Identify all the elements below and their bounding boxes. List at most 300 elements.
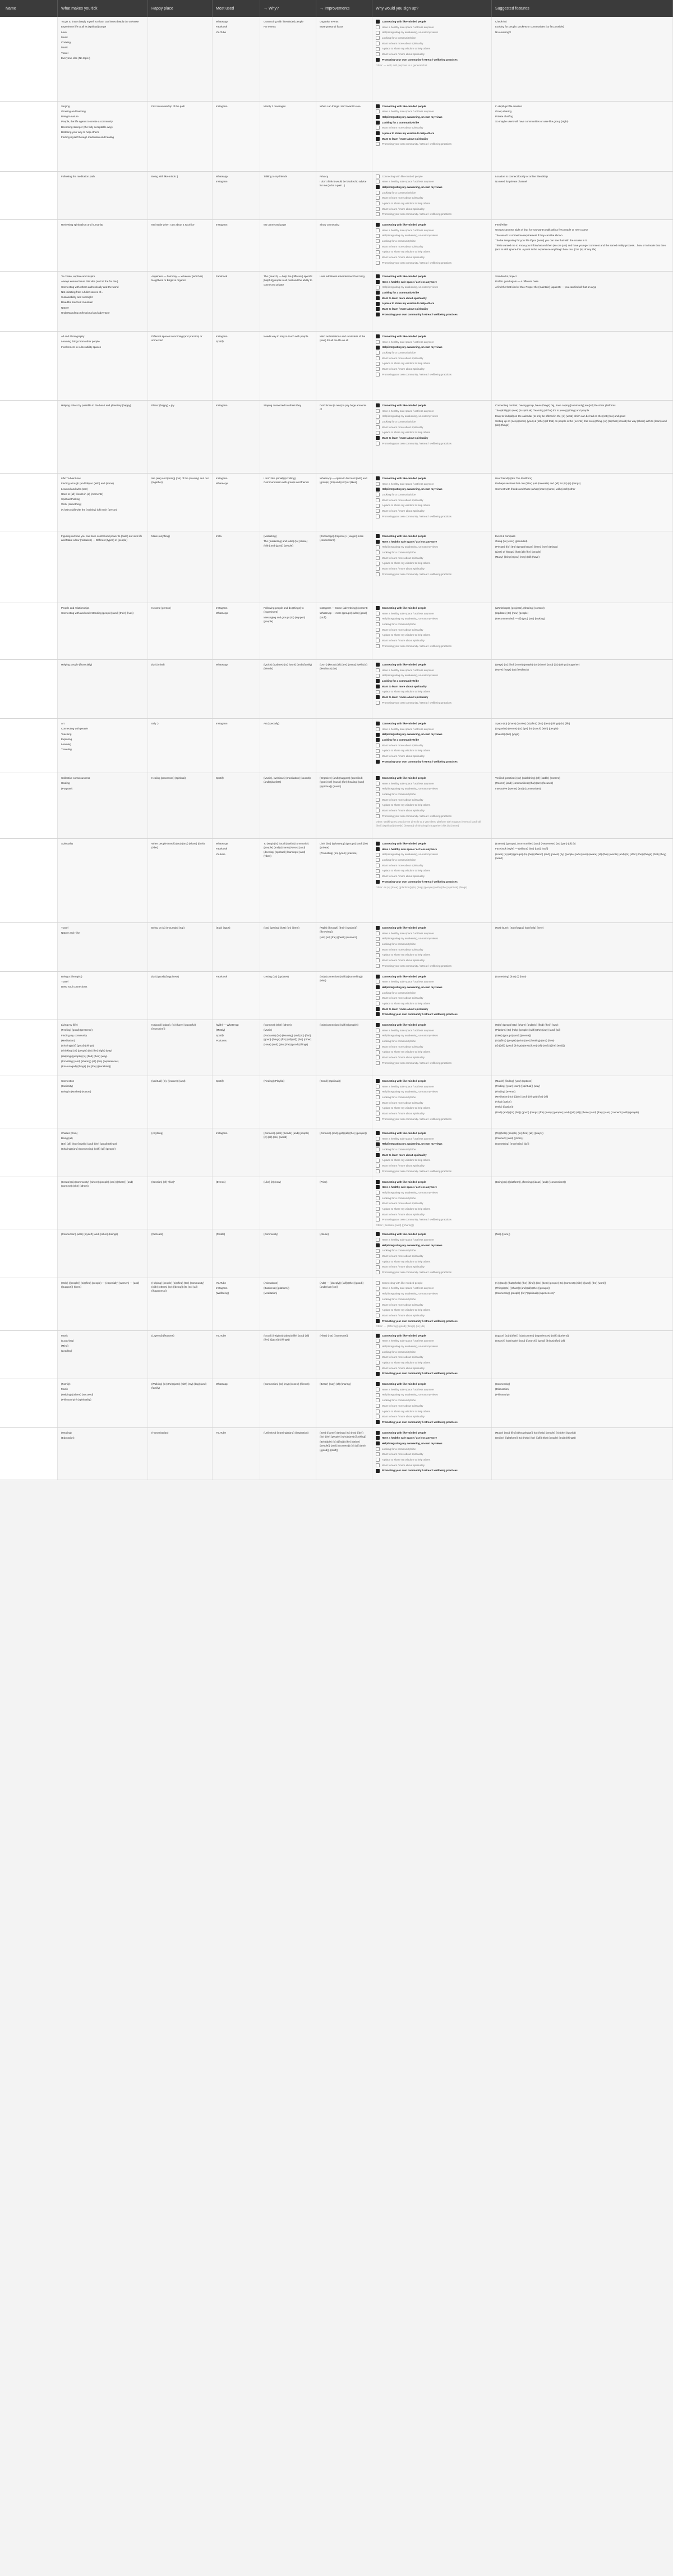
checkbox[interactable]: [376, 1350, 380, 1354]
signup-checkbox-row[interactable]: [376, 1196, 488, 1200]
cell-why[interactable]: [260, 17, 316, 101]
checkbox[interactable]: [376, 403, 380, 407]
cell-improvements[interactable]: [316, 1379, 372, 1428]
checkbox[interactable]: [376, 937, 380, 941]
checkbox[interactable]: [376, 1147, 380, 1151]
cell-improvements[interactable]: [316, 17, 372, 101]
signup-checkbox-row[interactable]: [376, 690, 488, 694]
signup-checkbox-row[interactable]: [376, 307, 488, 311]
cell-why[interactable]: [260, 401, 316, 474]
signup-checkbox-row[interactable]: [376, 1012, 488, 1016]
signup-checkbox-row[interactable]: [376, 131, 488, 135]
signup-checkbox-row[interactable]: [376, 633, 488, 637]
signup-checkbox-row[interactable]: [376, 109, 488, 113]
cell-most-used[interactable]: [213, 719, 260, 773]
signup-checkbox-row[interactable]: [376, 280, 488, 284]
checkbox[interactable]: [376, 1213, 380, 1216]
cell-happy-place[interactable]: [148, 171, 213, 220]
checkbox[interactable]: [376, 540, 380, 544]
cell-most-used[interactable]: [213, 531, 260, 603]
checkbox[interactable]: [376, 1101, 380, 1105]
col-header[interactable]: → Improvements: [316, 0, 372, 17]
cell-most-used[interactable]: [213, 660, 260, 719]
cell-suggested-features[interactable]: [492, 603, 673, 660]
cell-happy-place[interactable]: [148, 773, 213, 839]
signup-checkbox-row[interactable]: [376, 685, 488, 688]
signup-checkbox-row[interactable]: [376, 1415, 488, 1418]
cell-name[interactable]: [0, 1020, 58, 1076]
cell-happy-place[interactable]: [148, 1076, 213, 1128]
cell-why[interactable]: [260, 603, 316, 660]
cell-why[interactable]: [260, 660, 316, 719]
checkbox[interactable]: [376, 622, 380, 626]
checkbox[interactable]: [376, 1308, 380, 1312]
cell-happy-place[interactable]: [148, 603, 213, 660]
signup-checkbox-row[interactable]: [376, 1158, 488, 1162]
checkbox[interactable]: [376, 754, 380, 758]
signup-checkbox-row[interactable]: [376, 1254, 488, 1258]
checkbox[interactable]: [376, 663, 380, 667]
signup-checkbox-row[interactable]: [376, 931, 488, 935]
signup-checkbox-row[interactable]: [376, 1265, 488, 1269]
checkbox[interactable]: [376, 20, 380, 24]
signup-checkbox-row[interactable]: [376, 1361, 488, 1365]
signup-checkbox-row[interactable]: [376, 1201, 488, 1205]
signup-checkbox-row[interactable]: [376, 191, 488, 195]
checkbox[interactable]: [376, 212, 380, 216]
cell-happy-place[interactable]: [148, 474, 213, 531]
cell-happy-place[interactable]: [148, 332, 213, 401]
checkbox[interactable]: [376, 803, 380, 807]
cell-most-used[interactable]: [213, 401, 260, 474]
cell-happy-place[interactable]: [148, 719, 213, 773]
cell-improvements[interactable]: [316, 1229, 372, 1278]
signup-checkbox-row[interactable]: [376, 953, 488, 957]
cell-name[interactable]: [0, 839, 58, 923]
signup-checkbox-row[interactable]: [376, 409, 488, 413]
cell-happy-place[interactable]: [148, 1177, 213, 1229]
signup-checkbox-row[interactable]: [376, 679, 488, 683]
checkbox[interactable]: [376, 1372, 380, 1376]
cell-most-used[interactable]: [213, 1128, 260, 1177]
checkbox[interactable]: [376, 482, 380, 486]
signup-checkbox-row[interactable]: [376, 1101, 488, 1105]
checkbox[interactable]: [376, 1142, 380, 1146]
checkbox[interactable]: [376, 131, 380, 135]
cell-suggested-features[interactable]: [492, 332, 673, 401]
checkbox[interactable]: [376, 228, 380, 232]
signup-checkbox-row[interactable]: [376, 1452, 488, 1456]
signup-checkbox-row[interactable]: [376, 814, 488, 818]
cell-improvements[interactable]: [316, 220, 372, 272]
cell-happy-place[interactable]: [148, 272, 213, 332]
cell-suggested-features[interactable]: [492, 1020, 673, 1076]
checkbox[interactable]: [376, 196, 380, 200]
cell-name[interactable]: [0, 1427, 58, 1480]
checkbox[interactable]: [376, 1388, 380, 1392]
signup-checkbox-row[interactable]: [376, 803, 488, 807]
signup-checkbox-row[interactable]: [376, 858, 488, 862]
signup-checkbox-row[interactable]: [376, 964, 488, 968]
signup-checkbox-row[interactable]: [376, 673, 488, 677]
cell-suggested-features[interactable]: [492, 773, 673, 839]
cell-improvements[interactable]: [316, 1427, 372, 1480]
col-header[interactable]: Name: [0, 0, 58, 17]
signup-checkbox-row[interactable]: [376, 787, 488, 791]
checkbox[interactable]: [376, 1007, 380, 1011]
checkbox[interactable]: [376, 1232, 380, 1236]
signup-checkbox-row[interactable]: [376, 1382, 488, 1386]
signup-checkbox-row[interactable]: [376, 515, 488, 518]
cell-suggested-features[interactable]: [492, 839, 673, 923]
checkbox[interactable]: [376, 1420, 380, 1424]
cell-name[interactable]: [0, 1379, 58, 1428]
cell-name[interactable]: [0, 1229, 58, 1278]
signup-checkbox-row[interactable]: [376, 356, 488, 360]
checkbox[interactable]: [376, 567, 380, 571]
cell-suggested-features[interactable]: [492, 220, 673, 272]
checkbox[interactable]: [376, 958, 380, 962]
signup-checkbox-row[interactable]: [376, 540, 488, 544]
checkbox[interactable]: [376, 1339, 380, 1343]
cell-name[interactable]: [0, 101, 58, 171]
cell-makes-you-tick[interactable]: [58, 719, 148, 773]
checkbox[interactable]: [376, 1112, 380, 1115]
cell-most-used[interactable]: [213, 1229, 260, 1278]
checkbox[interactable]: [376, 864, 380, 867]
checkbox[interactable]: [376, 121, 380, 125]
signup-checkbox-row[interactable]: [376, 668, 488, 672]
signup-checkbox-row[interactable]: [376, 442, 488, 446]
signup-checkbox-row[interactable]: [376, 743, 488, 747]
cell-improvements[interactable]: [316, 401, 372, 474]
checkbox[interactable]: [376, 36, 380, 40]
signup-checkbox-row[interactable]: [376, 874, 488, 878]
checkbox[interactable]: [376, 52, 380, 56]
checkbox[interactable]: [376, 1314, 380, 1317]
checkbox[interactable]: [376, 1153, 380, 1157]
checkbox[interactable]: [376, 1243, 380, 1247]
cell-happy-place[interactable]: [148, 220, 213, 272]
cell-suggested-features[interactable]: [492, 719, 673, 773]
signup-checkbox-row[interactable]: [376, 212, 488, 216]
cell-name[interactable]: [0, 660, 58, 719]
cell-why[interactable]: [260, 1177, 316, 1229]
checkbox[interactable]: [376, 420, 380, 424]
signup-checkbox-row[interactable]: [376, 1061, 488, 1065]
cell-makes-you-tick[interactable]: [58, 17, 148, 101]
checkbox[interactable]: [376, 115, 380, 119]
checkbox[interactable]: [376, 1260, 380, 1264]
checkbox[interactable]: [376, 628, 380, 632]
signup-checkbox-row[interactable]: [376, 1191, 488, 1195]
checkbox[interactable]: [376, 104, 380, 108]
signup-checkbox-row[interactable]: [376, 1028, 488, 1032]
cell-why[interactable]: [260, 531, 316, 603]
checkbox[interactable]: [376, 302, 380, 306]
checkbox[interactable]: [376, 1270, 380, 1274]
checkbox[interactable]: [376, 853, 380, 857]
checkbox[interactable]: [376, 1169, 380, 1173]
cell-why[interactable]: [260, 1020, 316, 1076]
signup-checkbox-row[interactable]: [376, 420, 488, 424]
signup-checkbox-row[interactable]: [376, 180, 488, 183]
checkbox[interactable]: [376, 964, 380, 968]
signup-checkbox-row[interactable]: [376, 414, 488, 418]
signup-checkbox-row[interactable]: [376, 1238, 488, 1242]
signup-checkbox-row[interactable]: [376, 1185, 488, 1189]
cell-why[interactable]: [260, 1278, 316, 1330]
signup-checkbox-row[interactable]: [376, 1319, 488, 1323]
signup-checkbox-row[interactable]: [376, 1039, 488, 1043]
checkbox[interactable]: [376, 1164, 380, 1168]
checkbox[interactable]: [376, 137, 380, 141]
checkbox[interactable]: [376, 1196, 380, 1200]
checkbox[interactable]: [376, 685, 380, 688]
cell-improvements[interactable]: [316, 272, 372, 332]
signup-checkbox-row[interactable]: [376, 255, 488, 259]
checkbox[interactable]: [376, 1436, 380, 1440]
cell-happy-place[interactable]: [148, 101, 213, 171]
signup-checkbox-row[interactable]: [376, 36, 488, 40]
checkbox[interactable]: [376, 1393, 380, 1397]
cell-why[interactable]: [260, 171, 316, 220]
signup-checkbox-row[interactable]: [376, 1297, 488, 1301]
signup-checkbox-row[interactable]: [376, 1248, 488, 1252]
cell-suggested-features[interactable]: [492, 171, 673, 220]
checkbox[interactable]: [376, 1382, 380, 1386]
checkbox[interactable]: [376, 274, 380, 278]
signup-checkbox-row[interactable]: [376, 1463, 488, 1467]
cell-why[interactable]: [260, 272, 316, 332]
cell-improvements[interactable]: [316, 719, 372, 773]
cell-improvements[interactable]: [316, 603, 372, 660]
signup-checkbox-row[interactable]: [376, 436, 488, 440]
cell-suggested-features[interactable]: [492, 1330, 673, 1379]
checkbox[interactable]: [376, 180, 380, 183]
col-header[interactable]: What makes you tick: [58, 0, 148, 17]
cell-makes-you-tick[interactable]: [58, 1379, 148, 1428]
signup-checkbox-row[interactable]: [376, 126, 488, 130]
checkbox[interactable]: [376, 1249, 380, 1253]
signup-checkbox-row[interactable]: [376, 864, 488, 867]
cell-suggested-features[interactable]: [492, 1278, 673, 1330]
checkbox[interactable]: [376, 743, 380, 747]
checkbox[interactable]: [376, 948, 380, 952]
signup-checkbox-row[interactable]: [376, 958, 488, 962]
cell-why[interactable]: [260, 474, 316, 531]
signup-checkbox-row[interactable]: [376, 403, 488, 407]
cell-suggested-features[interactable]: [492, 401, 673, 474]
checkbox[interactable]: [376, 733, 380, 737]
cell-makes-you-tick[interactable]: [58, 332, 148, 401]
cell-why[interactable]: [260, 220, 316, 272]
checkbox[interactable]: [376, 991, 380, 995]
signup-checkbox-row[interactable]: [376, 749, 488, 752]
cell-name[interactable]: [0, 272, 58, 332]
cell-why[interactable]: [260, 971, 316, 1020]
signup-checkbox-row[interactable]: [376, 345, 488, 349]
signup-checkbox-row[interactable]: [376, 185, 488, 189]
signup-checkbox-row[interactable]: [376, 58, 488, 62]
signup-checkbox-row[interactable]: [376, 985, 488, 989]
cell-improvements[interactable]: [316, 1278, 372, 1330]
signup-checkbox-row[interactable]: [376, 291, 488, 295]
checkbox[interactable]: [376, 695, 380, 699]
cell-most-used[interactable]: [213, 839, 260, 923]
checkbox[interactable]: [376, 639, 380, 642]
signup-checkbox-row[interactable]: [376, 201, 488, 205]
signup-checkbox-row[interactable]: [376, 556, 488, 560]
checkbox[interactable]: [376, 679, 380, 683]
signup-checkbox-row[interactable]: [376, 732, 488, 736]
checkbox[interactable]: [376, 782, 380, 786]
signup-checkbox-row[interactable]: [376, 367, 488, 371]
checkbox[interactable]: [376, 722, 380, 725]
checkbox[interactable]: [376, 1201, 380, 1205]
signup-checkbox-row[interactable]: [376, 1002, 488, 1005]
signup-checkbox-row[interactable]: [376, 1147, 488, 1151]
signup-checkbox-row[interactable]: [376, 493, 488, 497]
signup-checkbox-row[interactable]: [376, 509, 488, 513]
checkbox[interactable]: [376, 42, 380, 45]
signup-checkbox-row[interactable]: [376, 351, 488, 355]
checkbox[interactable]: [376, 1137, 380, 1141]
checkbox[interactable]: [376, 1458, 380, 1462]
cell-why[interactable]: [260, 332, 316, 401]
signup-checkbox-row[interactable]: [376, 1095, 488, 1099]
checkbox[interactable]: [376, 1191, 380, 1195]
checkbox[interactable]: [376, 286, 380, 290]
checkbox[interactable]: [376, 1180, 380, 1184]
signup-checkbox-row[interactable]: [376, 503, 488, 507]
cell-happy-place[interactable]: [148, 1020, 213, 1076]
signup-checkbox-row[interactable]: [376, 361, 488, 365]
col-header[interactable]: Happy place: [148, 0, 213, 17]
signup-checkbox-row[interactable]: [376, 1355, 488, 1359]
cell-name[interactable]: [0, 474, 58, 531]
signup-checkbox-row[interactable]: [376, 628, 488, 632]
cell-happy-place[interactable]: [148, 1330, 213, 1379]
cell-makes-you-tick[interactable]: [58, 660, 148, 719]
checkbox[interactable]: [376, 1344, 380, 1348]
signup-checkbox-row[interactable]: [376, 1180, 488, 1184]
checkbox[interactable]: [376, 1207, 380, 1211]
checkbox[interactable]: [376, 1023, 380, 1027]
cell-name[interactable]: [0, 531, 58, 603]
cell-most-used[interactable]: [213, 971, 260, 1020]
signup-checkbox-row[interactable]: [376, 1243, 488, 1247]
signup-checkbox-row[interactable]: [376, 25, 488, 29]
checkbox[interactable]: [376, 1334, 380, 1338]
cell-most-used[interactable]: [213, 1278, 260, 1330]
checkbox[interactable]: [376, 980, 380, 984]
cell-improvements[interactable]: [316, 1020, 372, 1076]
checkbox[interactable]: [376, 431, 380, 435]
checkbox[interactable]: [376, 1218, 380, 1222]
checkbox[interactable]: [376, 280, 380, 284]
cell-makes-you-tick[interactable]: [58, 171, 148, 220]
cell-improvements[interactable]: [316, 1128, 372, 1177]
cell-why[interactable]: [260, 1330, 316, 1379]
signup-checkbox-row[interactable]: [376, 1431, 488, 1435]
cell-suggested-features[interactable]: [492, 1076, 673, 1128]
checkbox[interactable]: [376, 250, 380, 254]
checkbox[interactable]: [376, 245, 380, 249]
signup-checkbox-row[interactable]: [376, 639, 488, 642]
signup-checkbox-row[interactable]: [376, 1090, 488, 1094]
signup-checkbox-row[interactable]: [376, 1441, 488, 1445]
cell-improvements[interactable]: [316, 1076, 372, 1128]
checkbox[interactable]: [376, 307, 380, 311]
cell-suggested-features[interactable]: [492, 1128, 673, 1177]
checkbox[interactable]: [376, 1012, 380, 1016]
signup-checkbox-row[interactable]: [376, 313, 488, 316]
signup-checkbox-row[interactable]: [376, 1142, 488, 1146]
cell-makes-you-tick[interactable]: [58, 1427, 148, 1480]
cell-why[interactable]: [260, 101, 316, 171]
checkbox[interactable]: [376, 1039, 380, 1043]
signup-checkbox-row[interactable]: [376, 1468, 488, 1472]
checkbox[interactable]: [376, 1254, 380, 1258]
checkbox[interactable]: [376, 31, 380, 35]
signup-checkbox-row[interactable]: [376, 285, 488, 289]
cell-most-used[interactable]: [213, 474, 260, 531]
signup-checkbox-row[interactable]: [376, 1458, 488, 1462]
cell-most-used[interactable]: [213, 272, 260, 332]
checkbox[interactable]: [376, 926, 380, 930]
signup-checkbox-row[interactable]: [376, 534, 488, 538]
cell-makes-you-tick[interactable]: [58, 1177, 148, 1229]
checkbox[interactable]: [376, 1409, 380, 1413]
signup-checkbox-row[interactable]: [376, 1334, 488, 1338]
cell-why[interactable]: [260, 1128, 316, 1177]
cell-improvements[interactable]: [316, 923, 372, 972]
checkbox[interactable]: [376, 409, 380, 413]
cell-suggested-features[interactable]: [492, 474, 673, 531]
signup-checkbox-row[interactable]: [376, 1034, 488, 1037]
cell-happy-place[interactable]: [148, 1379, 213, 1428]
signup-checkbox-row[interactable]: [376, 334, 488, 338]
checkbox[interactable]: [376, 1090, 380, 1094]
checkbox[interactable]: [376, 1055, 380, 1059]
cell-why[interactable]: [260, 1076, 316, 1128]
signup-checkbox-row[interactable]: [376, 1207, 488, 1211]
cell-makes-you-tick[interactable]: [58, 923, 148, 972]
checkbox[interactable]: [376, 425, 380, 429]
signup-checkbox-row[interactable]: [376, 847, 488, 851]
checkbox[interactable]: [376, 953, 380, 957]
cell-suggested-features[interactable]: [492, 531, 673, 603]
cell-name[interactable]: [0, 603, 58, 660]
cell-why[interactable]: [260, 1379, 316, 1428]
checkbox[interactable]: [376, 340, 380, 344]
signup-checkbox-row[interactable]: [376, 245, 488, 249]
signup-checkbox-row[interactable]: [376, 701, 488, 705]
signup-checkbox-row[interactable]: [376, 622, 488, 626]
checkbox[interactable]: [376, 1002, 380, 1005]
signup-checkbox-row[interactable]: [376, 727, 488, 731]
cell-improvements[interactable]: [316, 1177, 372, 1229]
col-header[interactable]: Why would you sign up?: [372, 0, 492, 17]
cell-happy-place[interactable]: [148, 17, 213, 101]
cell-happy-place[interactable]: [148, 1427, 213, 1480]
cell-name[interactable]: [0, 1177, 58, 1229]
signup-checkbox-row[interactable]: [376, 425, 488, 429]
signup-checkbox-row[interactable]: [376, 115, 488, 119]
cell-makes-you-tick[interactable]: [58, 474, 148, 531]
cell-suggested-features[interactable]: [492, 660, 673, 719]
